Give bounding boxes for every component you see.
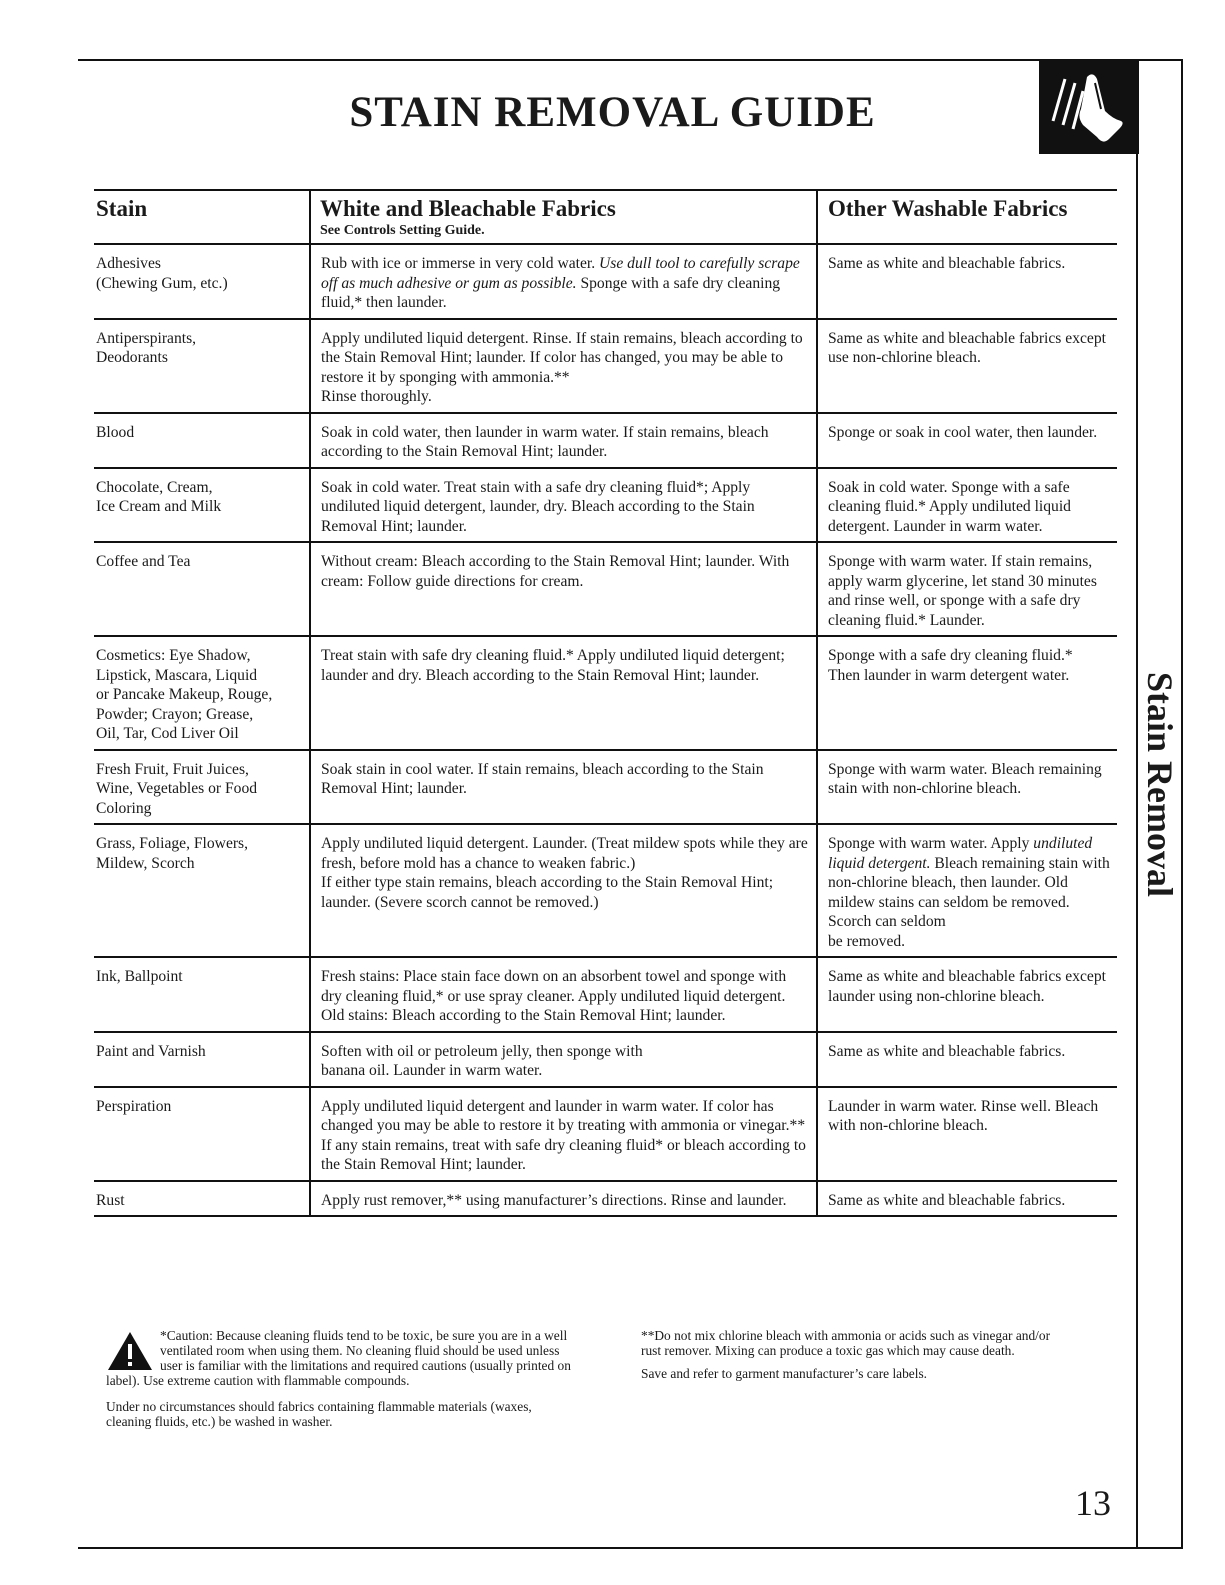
- table-row: [94, 824, 1117, 957]
- white-fabrics-instructions: Apply rust remover,** using manufacturer’s directions. Rinse and launder.: [310, 1181, 817, 1217]
- white-fabrics-instructions: Fresh stains: Place stain face down on an absorbent towel and sponge with dry cleaning fluid,* or use spray cleaner. Apply undiluted liquid detergent. Old stains: Bleach according to the Stain Removal Hint; launder.: [310, 957, 817, 1032]
- other-fabrics-instructions: Soak in cold water. Sponge with a safe cleaning fluid.* Apply undiluted liquid detergent. Launder in warm water.: [817, 468, 1117, 543]
- white-fabrics-instructions: Soak in cold water, then launder in warm water. If stain remains, bleach according to the Stain Removal Hint; launder.: [310, 413, 817, 468]
- stain-name: Antiperspirants, Deodorants: [94, 319, 310, 413]
- warning-triangle-icon: [106, 1330, 154, 1372]
- caution-text: *Caution: Because cleaning fluids tend to be toxic, be sure you are in a well ventilated room when using them. No cleaning fluid should be used unless user is familiar with the limitations and required cautions (usually printed on label). Use extreme caution with flammable compounds.: [106, 1328, 571, 1388]
- other-fabrics-instructions: Same as white and bleachable fabrics except launder using non-chlorine bleach.: [817, 957, 1117, 1032]
- header-white-fabrics: White and Bleachable Fabrics See Controls Setting Guide.: [310, 190, 817, 244]
- table-row: [94, 636, 1117, 750]
- stain-name: Chocolate, Cream, Ice Cream and Milk: [94, 468, 310, 543]
- other-fabrics-instructions: Sponge with warm water. Apply undiluted liquid detergent. Bleach remaining stain with non-chlorine bleach, then launder. Old mildew stains can seldom be removed. Scorch can seldom be removed.: [817, 824, 1117, 957]
- footer-notes: [641, 1328, 1061, 1389]
- stain-name: Rust: [94, 1181, 310, 1217]
- care-labels-note: Save and refer to garment manufacturer’s care labels.: [641, 1366, 928, 1381]
- table-row: [94, 244, 1117, 319]
- other-fabrics-instructions: Sponge or soak in cool water, then launder.: [817, 413, 1117, 468]
- table-body: [94, 244, 1117, 1216]
- header-other-fabrics: Other Washable Fabrics: [817, 190, 1117, 244]
- stain-name: Cosmetics: Eye Shadow, Lipstick, Mascara, Liquid or Pancake Makeup, Rouge, Powder; Crayon; Grease, Oil, Tar, Cod Liver Oil: [94, 636, 310, 750]
- white-fabrics-instructions: Without cream: Bleach according to the Stain Removal Hint; launder. With cream: Follow guide directions for cream.: [310, 542, 817, 636]
- chlorine-warning: **Do not mix chlorine bleach with ammonia or acids such as vinegar and/or rust remover. Mixing can produce a toxic gas which may cause death.: [641, 1328, 1051, 1358]
- other-fabrics-instructions: Same as white and bleachable fabrics.: [817, 1032, 1117, 1087]
- table-row: [94, 468, 1117, 543]
- stain-name: Adhesives (Chewing Gum, etc.): [94, 244, 310, 319]
- white-fabrics-instructions: Soak in cold water. Treat stain with a safe dry cleaning fluid*; Apply undiluted liquid detergent, launder, dry. Bleach according to the Stain Removal Hint; launder.: [310, 468, 817, 543]
- white-fabrics-instructions: Apply undiluted liquid detergent. Rinse. If stain remains, bleach according to the Stain Removal Hint; launder. If color has changed, you may be able to restore it by sponging with ammonia.** Rinse thoroughly.: [310, 319, 817, 413]
- footer-caution: [106, 1328, 576, 1437]
- stain-name: Grass, Foliage, Flowers, Mildew, Scorch: [94, 824, 310, 957]
- table-row: [94, 319, 1117, 413]
- other-fabrics-instructions: Sponge with a safe dry cleaning fluid.* Then launder in warm detergent water.: [817, 636, 1117, 750]
- other-fabrics-instructions: Launder in warm water. Rinse well. Bleach with non-chlorine bleach.: [817, 1087, 1117, 1181]
- stain-removal-table: [94, 189, 1117, 1217]
- table-row: [94, 1087, 1117, 1181]
- white-fabrics-instructions: Apply undiluted liquid detergent. Launder. (Treat mildew spots while they are fresh, before mold has a chance to weaken fabric.) If either type stain remains, bleach according to the Stain Removal Hint; launder. (Severe scorch cannot be removed.): [310, 824, 817, 957]
- stain-name: Ink, Ballpoint: [94, 957, 310, 1032]
- stain-name: Perspiration: [94, 1087, 310, 1181]
- page-number: 13: [1075, 1483, 1111, 1523]
- other-fabrics-instructions: Sponge with warm water. If stain remains, apply warm glycerine, let stand 30 minutes and rinse well, or sponge with a safe dry cleaning fluid.* Launder.: [817, 542, 1117, 636]
- table-row: [94, 1181, 1117, 1217]
- stain-name: Blood: [94, 413, 310, 468]
- other-fabrics-instructions: Same as white and bleachable fabrics.: [817, 1181, 1117, 1217]
- page-title: STAIN REMOVAL GUIDE: [349, 89, 876, 136]
- stain-name: Fresh Fruit, Fruit Juices, Wine, Vegetables or Food Coloring: [94, 750, 310, 825]
- table-header-row: [94, 190, 1117, 244]
- other-fabrics-instructions: Same as white and bleachable fabrics.: [817, 244, 1117, 319]
- white-fabrics-instructions: Treat stain with safe dry cleaning fluid.* Apply undiluted liquid detergent; launder and dry. Bleach according to the Stain Removal Hint; launder.: [310, 636, 817, 750]
- top-rule: [78, 59, 1183, 61]
- table-row: [94, 542, 1117, 636]
- header-stain: Stain: [94, 190, 310, 244]
- side-section-label: Stain Removal: [1140, 672, 1180, 897]
- table-row: [94, 1032, 1117, 1087]
- stain-name: Paint and Varnish: [94, 1032, 310, 1087]
- stain-name: Coffee and Tea: [94, 542, 310, 636]
- white-fabrics-instructions: Apply undiluted liquid detergent and launder in warm water. If color has changed you may be able to restore it by treating with ammonia or vinegar.** If any stain remains, treat with safe dry cleaning fluid* or bleach according to the Stain Removal Hint; launder.: [310, 1087, 817, 1181]
- other-fabrics-instructions: Same as white and bleachable fabrics except use non-chlorine bleach.: [817, 319, 1117, 413]
- flammable-warning: Under no circumstances should fabrics containing flammable materials (waxes, cleaning fluids, etc.) be washed in washer.: [106, 1399, 532, 1429]
- table-row: [94, 750, 1117, 825]
- white-fabrics-instructions: Soak stain in cool water. If stain remains, bleach according to the Stain Removal Hint; launder.: [310, 750, 817, 825]
- white-fabrics-instructions: Soften with oil or petroleum jelly, then sponge with banana oil. Launder in warm water.: [310, 1032, 817, 1087]
- bottom-rule: [78, 1547, 1183, 1549]
- table-row: [94, 957, 1117, 1032]
- table-row: [94, 413, 1117, 468]
- white-fabrics-instructions: Rub with ice or immerse in very cold water. Use dull tool to carefully scrape off as much adhesive or gum as possible. Sponge with a safe dry cleaning fluid,* then launder.: [310, 244, 817, 319]
- other-fabrics-instructions: Sponge with warm water. Bleach remaining stain with non-chlorine bleach.: [817, 750, 1117, 825]
- header-white-subtitle: See Controls Setting Guide.: [320, 223, 485, 238]
